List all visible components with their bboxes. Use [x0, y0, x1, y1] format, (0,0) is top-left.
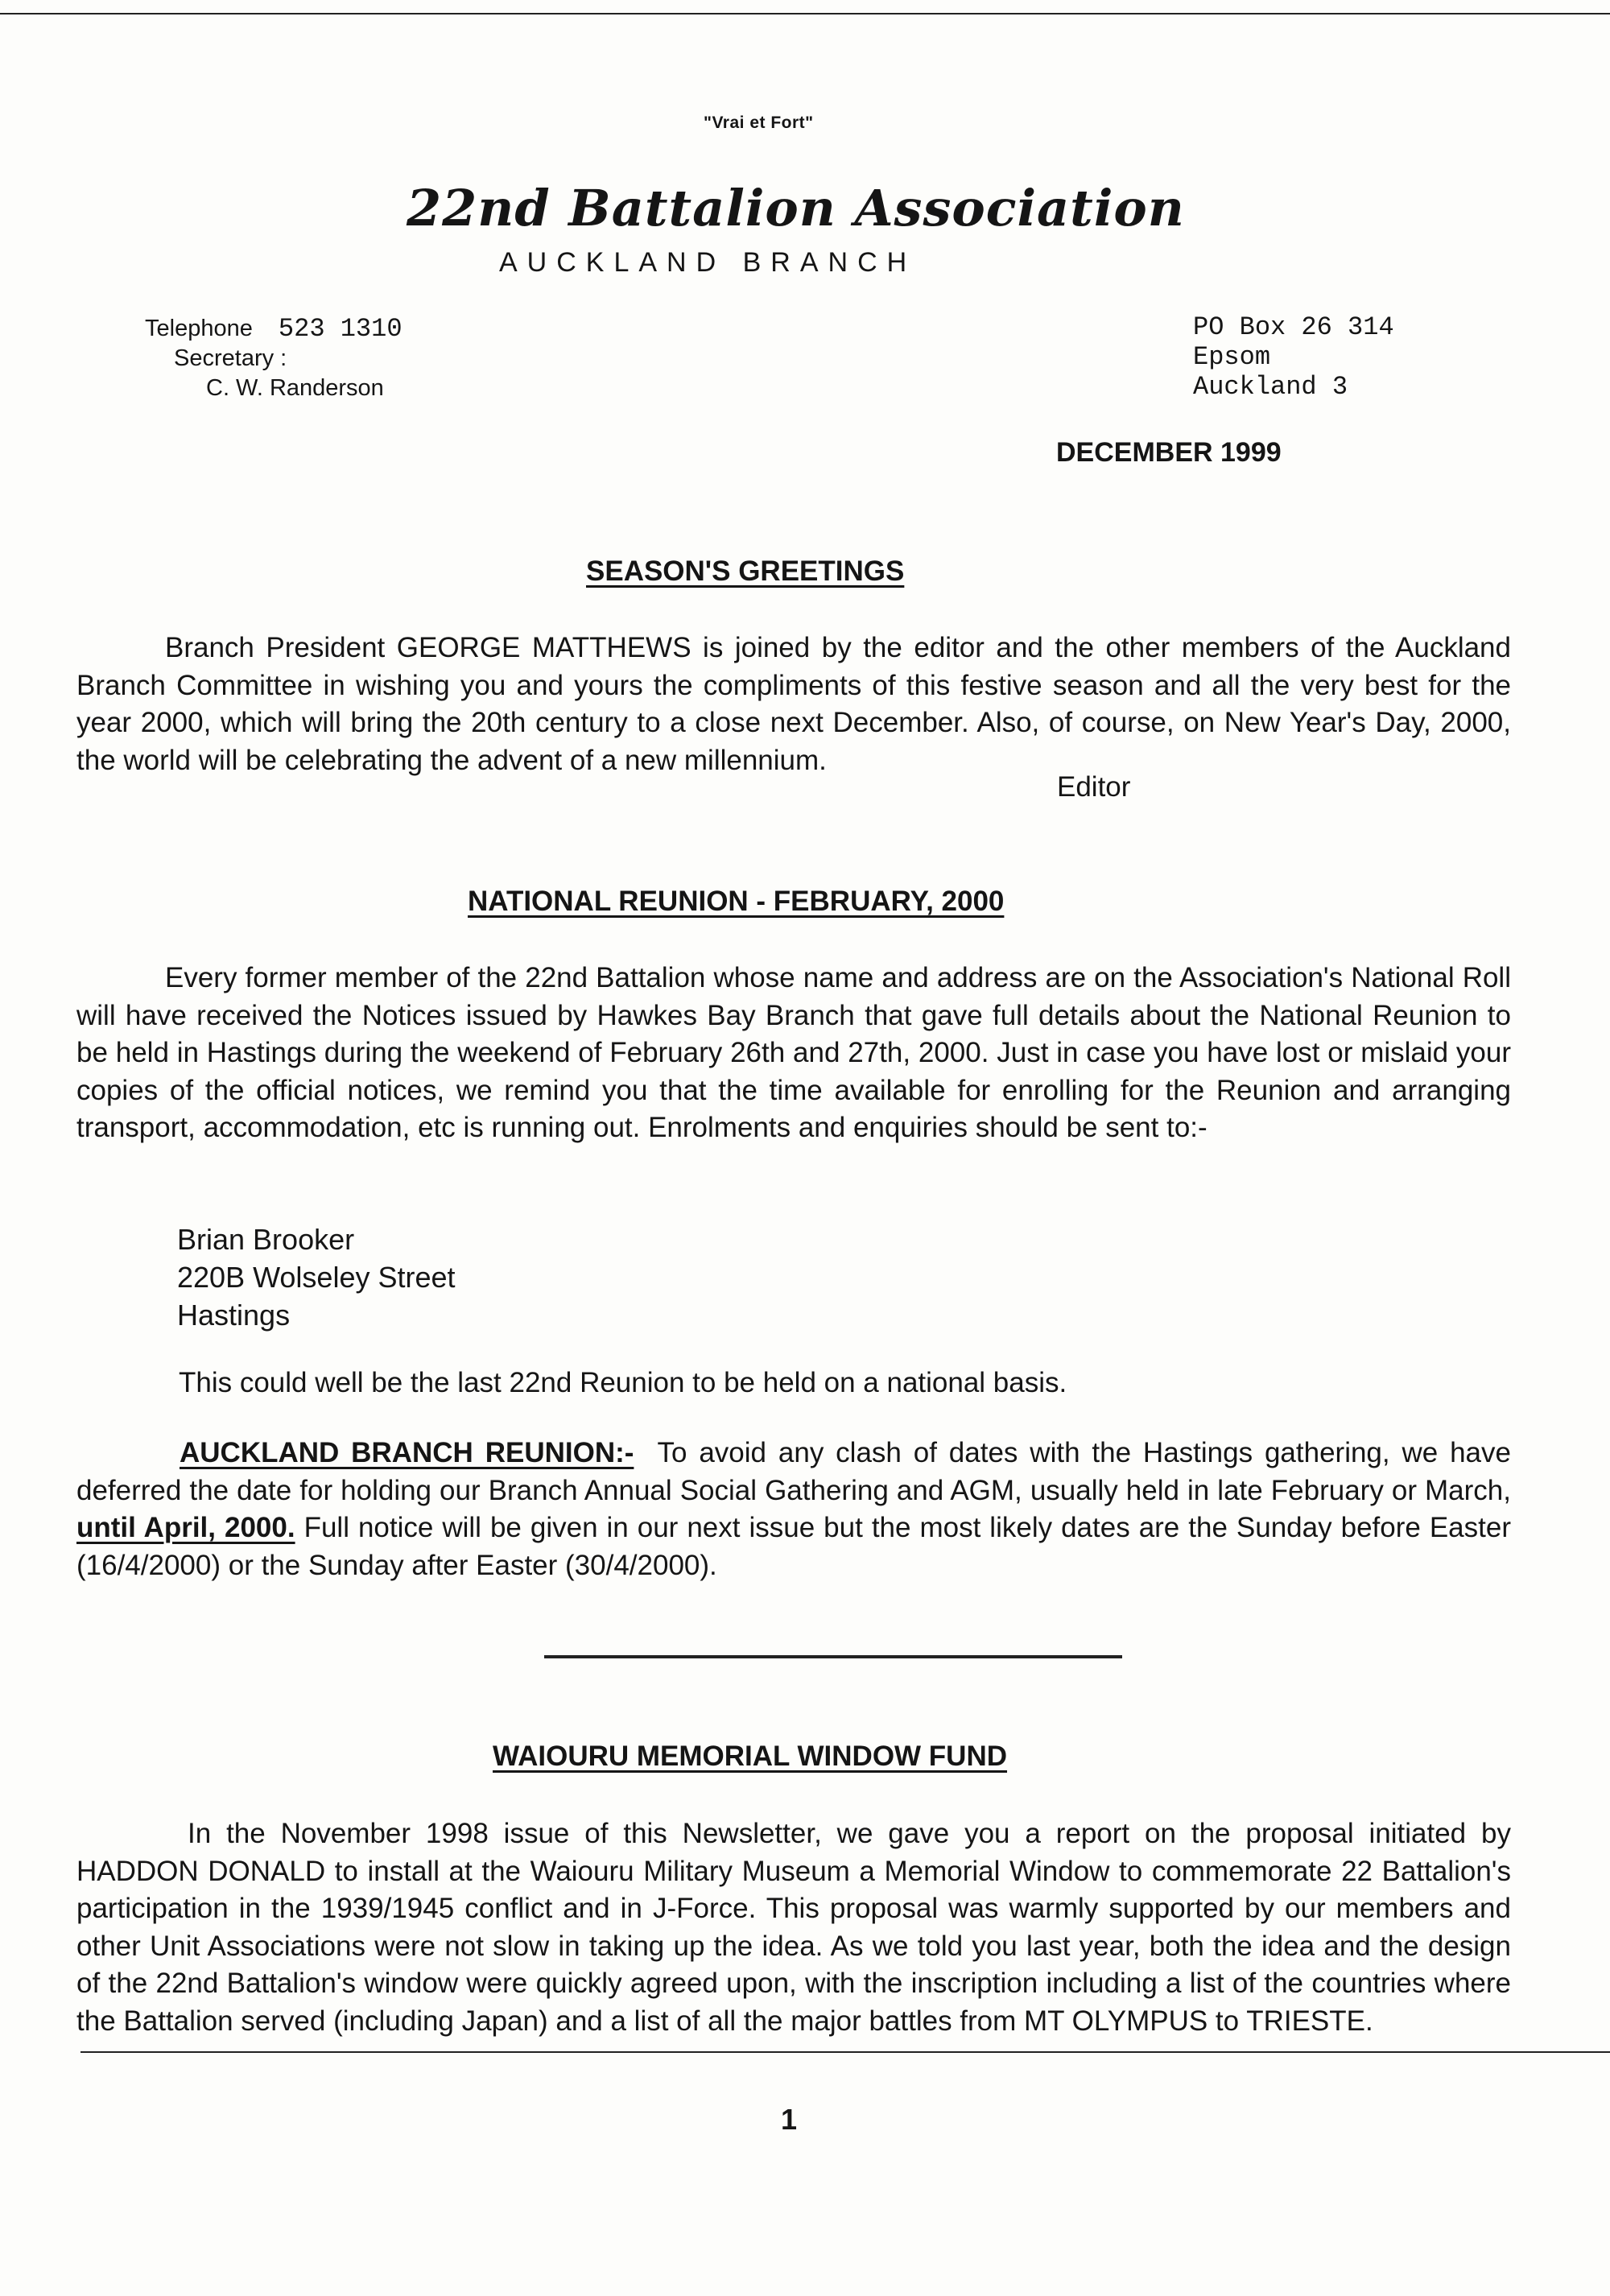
auckland-reunion-paragraph — [76, 1435, 1511, 1584]
reunion-heading: NATIONAL REUNION - FEBRUARY, 2000 — [468, 886, 1005, 917]
city: Auckland 3 — [1193, 372, 1348, 402]
top-rule — [0, 13, 1610, 14]
window-fund-body: In the November 1998 issue of this Newsletter, we gave you a report on the proposal initiated by HADDON DONALD to install at the Waiouru Military Museum a Memorial Window to commemorate 22 Battalion's participation in the 1939/1945 conflict and in J-Force. This proposal was warmly supported by our members and other Unit Associations were not slow in taking up the idea. As we told you last year, both the idea and the design of the 22nd Battalion's window were quickly agreed upon, with the inscription including a list of the countries where the Battalion served (including Japan) and a list of all the major battles from MT OLYMPUS to TRIESTE. — [76, 1818, 1511, 2037]
secretary-label: Secretary : — [174, 345, 287, 371]
editor-signature: Editor — [1057, 771, 1131, 803]
greetings-paragraph — [76, 630, 1511, 779]
address-name: Brian Brooker — [177, 1223, 355, 1256]
auckland-reunion-body-before: To avoid any clash of dates with the Hastings gathering, we have deferred the date for holding our Branch Annual Social Gathering and AGM, usually held in late February or March, — [76, 1437, 1511, 1506]
auckland-reunion-lead: AUCKLAND BRANCH REUNION:- — [180, 1437, 634, 1468]
greetings-body: Branch President GEORGE MATTHEWS is joined by the editor and the other members of the Auckland Branch Committee in wishing you and yours the compliments of this festive season and all the very best for the year 2000, which will bring the 20th century to a close next December. Also, of course, on New Year's Day, 2000, the world will be celebrating the advent of a new millennium. — [76, 632, 1511, 776]
telephone-number: 523 1310 — [278, 314, 402, 344]
auckland-reunion-body-after: Full notice will be given in our next issue but the most likely dates are the Sunday before Easter (16/4/2000) or the Sunday after Easter (30/4/2000). — [76, 1512, 1511, 1581]
contact-block — [145, 314, 402, 403]
enrolment-address — [177, 1220, 456, 1334]
reunion-paragraph — [76, 960, 1511, 1147]
motto: "Vrai et Fort" — [704, 114, 814, 132]
address-street: 220B Wolseley Street — [177, 1261, 456, 1294]
page-number: 1 — [781, 2103, 798, 2136]
association-title: 22nd Battalion Association — [407, 179, 1185, 237]
suburb: Epsom — [1193, 342, 1271, 372]
window-fund-heading: WAIOURU MEMORIAL WINDOW FUND — [493, 1741, 1008, 1772]
address-city: Hastings — [177, 1299, 291, 1332]
reunion-closing: This could well be the last 22nd Reunion to be held on a national basis. — [179, 1367, 1067, 1398]
po-box: PO Box 26 314 — [1193, 312, 1394, 342]
bottom-rule — [80, 2051, 1610, 2053]
reunion-body: Every former member of the 22nd Battalion whose name and address are on the Association's National Roll will have received the Notices issued by Hawkes Bay Branch that gave full details about the National Reunion to be held in Hastings during the weekend of February 26th and 27th, 2000. Just in case you have lost or mislaid your copies of the official notices, we remind you that the time available for enrolling for the Reunion and arranging transport, accommodation, etc is running out. Enrolments and enquiries should be sent to:- — [76, 962, 1511, 1143]
auckland-reunion-date: until April, 2000. — [76, 1512, 295, 1543]
postal-address — [1193, 312, 1394, 402]
window-fund-paragraph — [76, 1815, 1511, 2040]
telephone-label: Telephone — [145, 316, 253, 341]
issue-date: DECEMBER 1999 — [1056, 437, 1282, 468]
section-divider — [544, 1655, 1122, 1658]
greetings-heading: SEASON'S GREETINGS — [586, 555, 905, 587]
secretary-name: C. W. Randerson — [206, 375, 384, 401]
branch-name: AUCKLAND BRANCH — [499, 247, 917, 278]
